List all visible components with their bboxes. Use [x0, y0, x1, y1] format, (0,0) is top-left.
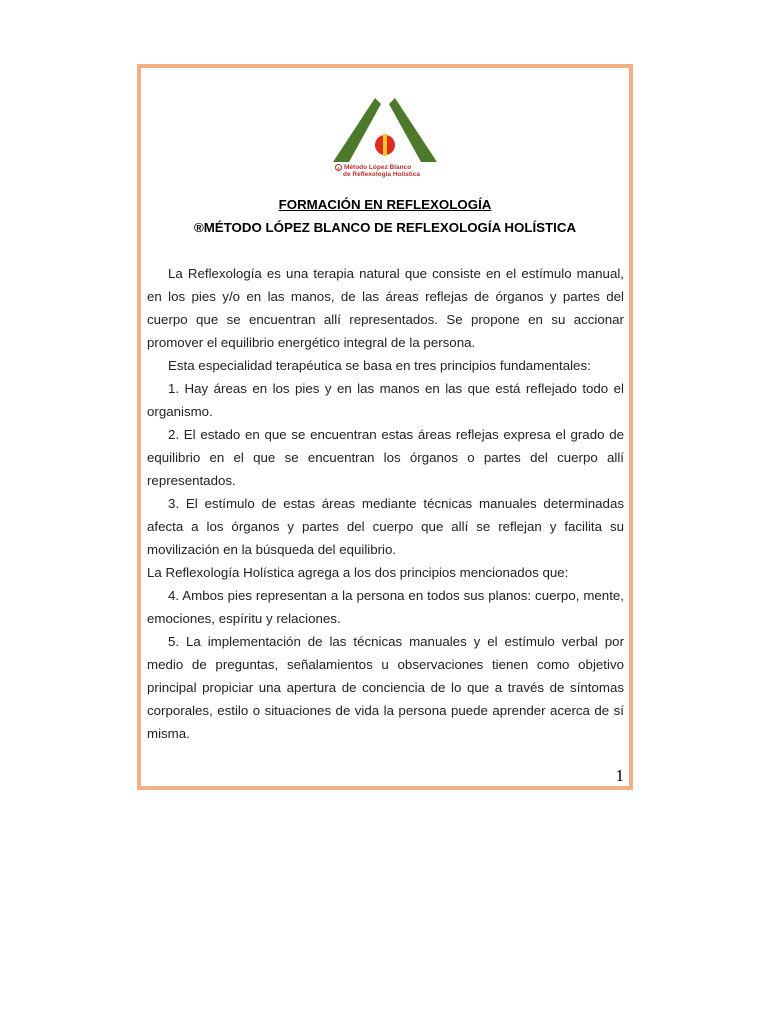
logo-right-shape [389, 98, 437, 162]
list-item-5: 5. La implementación de las técnicas manuales y el estímulo verbal por medio de preguntas, señalamientos u observaciones tienen como objetivo principal propiciar una apertura de conciencia de lo que a través de síntomas corporales, estilo o situaciones de vida la persona puede aprender acerca de sí misma. [147, 634, 624, 741]
document-body [147, 262, 624, 745]
list-item-4: 4. Ambos pies representan a la persona en todos sus planos: cuerpo, mente, emociones, espíritu y relaciones. [147, 588, 624, 626]
page-number: 1 [615, 766, 624, 785]
paragraph-holistic-intro: La Reflexología Holística agrega a los dos principios mencionados que: [147, 565, 569, 580]
document-subtitle: ®MÉTODO LÓPEZ BLANCO DE REFLEXOLOGÍA HOLÍSTICA [193, 220, 577, 235]
logo-line-1: Método López Blanco [344, 164, 412, 172]
logo-line-2: de Reflexología Holística [343, 171, 420, 179]
paragraph-intro: La Reflexología es una terapia natural que consiste en el estímulo manual, en los pies y/o en las manos, de las áreas reflejas de órganos y partes del cuerpo que se encuentran allí representados. Se propone en su accionar promover el equilibrio energético integral de la persona. [147, 266, 624, 350]
list-item-3: 3. El estímulo de estas áreas mediante técnicas manuales determinadas afecta a los órganos y partes del cuerpo que allí se reflejan y facilita su movilización en la búsqueda del equilibrio. [147, 496, 624, 557]
logo-graphic [331, 94, 443, 166]
logo-bar [383, 134, 387, 156]
list-item-2: 2. El estado en que se encuentran estas áreas reflejas expresa el grado de equilibrio en el que se encuentran los órganos o partes del cuerpo allí representados. [147, 427, 624, 488]
logo-caption [331, 164, 443, 178]
logo-left-shape [333, 98, 381, 162]
paragraph-principles-intro: Esta especialidad terapéutica se basa en tres principios fundamentales: [168, 358, 591, 373]
registered-icon: ® [335, 164, 342, 171]
document-title: FORMACIÓN EN REFLEXOLOGÍA [278, 197, 492, 212]
document-page [137, 64, 633, 790]
list-item-1: 1. Hay áreas en los pies y en las manos en las que está reflejado todo el organismo. [147, 381, 624, 419]
logo [331, 94, 443, 194]
